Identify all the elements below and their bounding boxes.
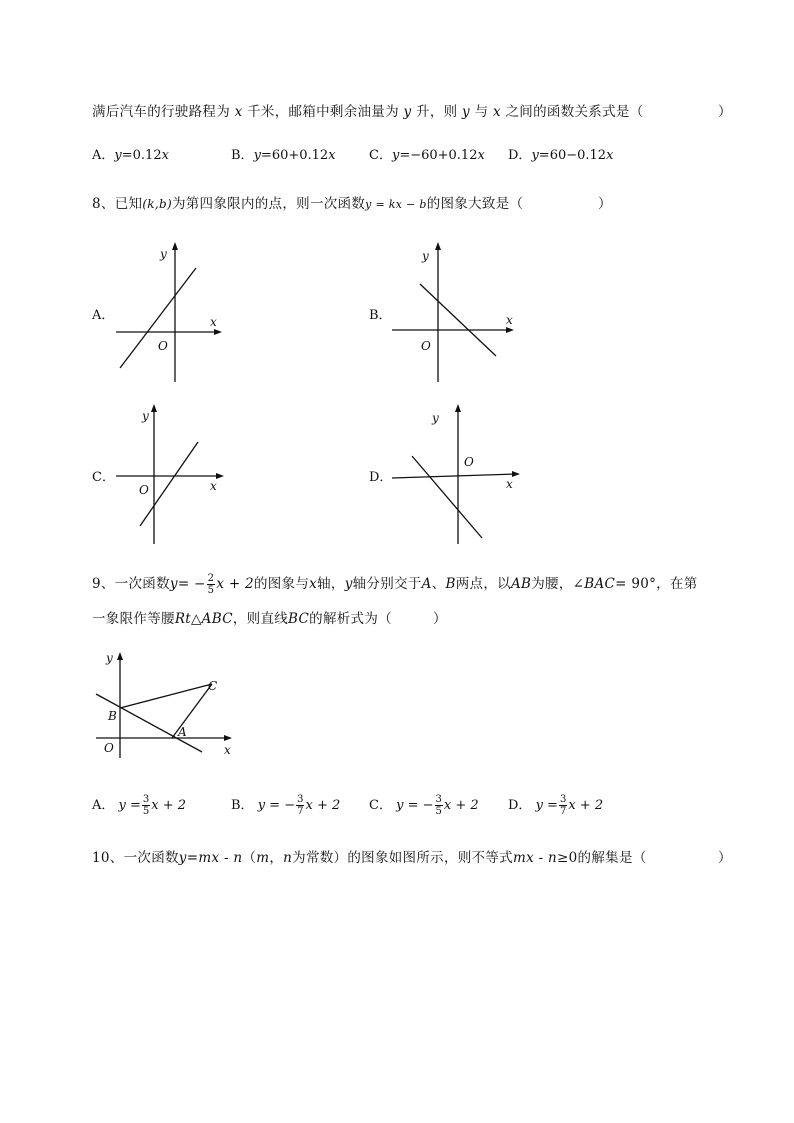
q8-text: 已知 — [114, 196, 143, 212]
fraction-numerator: 3 — [297, 794, 304, 805]
x-axis — [392, 474, 516, 478]
q10-var: n — [548, 850, 558, 866]
q9-segment: AB — [510, 576, 532, 592]
origin-label: O — [139, 483, 149, 497]
q9-number: 9、 — [92, 576, 115, 592]
q8-graph-a[interactable] — [110, 240, 230, 385]
option-expr: =0.12 — [121, 148, 162, 163]
option-fraction — [559, 794, 567, 817]
q7-text-part: 与 — [474, 104, 489, 120]
option-lhs: y = − — [396, 798, 434, 813]
q7-var-y: y — [462, 104, 470, 120]
x-axis-arrow-icon — [512, 471, 520, 477]
q10-eq: = — [186, 850, 199, 866]
origin-label: O — [104, 741, 114, 755]
option-fraction — [296, 794, 304, 817]
q10-op: - — [219, 850, 234, 866]
y-axis-label: y — [160, 247, 167, 261]
q10-number: 10、 — [92, 850, 124, 866]
y-axis-arrow-icon — [151, 404, 157, 412]
q8-graph-a-label: A． — [92, 308, 115, 323]
q10-text: 一次函数 — [123, 850, 179, 866]
option-tail: x + 2 — [305, 798, 341, 813]
option-var: y — [531, 148, 539, 163]
q7-var-x: x — [234, 104, 243, 120]
option-var: x — [477, 148, 485, 163]
x-axis-arrow-icon — [216, 473, 224, 479]
q10-var: mx — [198, 850, 220, 866]
fraction-numerator: 3 — [559, 794, 567, 805]
fraction-numerator: 2 — [207, 573, 215, 584]
y-axis-arrow-icon — [435, 242, 441, 250]
option-var: x — [606, 148, 614, 163]
y-axis-arrow-icon — [117, 652, 123, 660]
q10-text: （ — [242, 850, 257, 866]
q10-text: ， — [269, 850, 284, 866]
origin-label: O — [158, 339, 168, 353]
q7-text-line — [92, 100, 644, 120]
x-axis-arrow-icon — [214, 329, 222, 335]
q8-function: y = kx − b — [365, 198, 427, 211]
q9-text: 两点，以 — [455, 576, 511, 592]
q9-text: 、 — [431, 576, 446, 592]
q9-option-b[interactable] — [231, 794, 340, 817]
q8-graph-c-label: C． — [92, 470, 115, 485]
q9-eq: = − — [177, 576, 206, 592]
option-label: A． — [92, 148, 115, 163]
q10-text: ≥0 — [557, 850, 578, 866]
y-axis-label: y — [106, 651, 113, 665]
q9-option-a[interactable] — [92, 794, 186, 817]
q9-text: 为腰， — [531, 576, 573, 592]
option-label: C． — [369, 798, 392, 813]
q9-var: y — [344, 576, 353, 592]
x-axis-arrow-icon — [224, 735, 232, 741]
fraction-denominator: 5 — [435, 806, 442, 817]
fraction-numerator: 3 — [435, 794, 442, 805]
q8-graph-c[interactable] — [112, 402, 232, 547]
q7-text-part: 之间的函数关系式是（ — [505, 104, 644, 120]
q8-text: 为第四象限内的点，则一次函数 — [171, 196, 366, 212]
q10-op: - — [533, 850, 549, 866]
option-expr: =60−0.12 — [538, 148, 607, 163]
q9-text: ，在第 — [656, 576, 698, 592]
option-tail: x + 2 — [568, 798, 604, 813]
q8-text: 的图象大致是（ — [426, 196, 524, 212]
x-axis-label: x — [210, 315, 217, 329]
q8-number: 8、 — [92, 196, 115, 212]
fraction-denominator: 5 — [142, 806, 150, 817]
fraction-denominator: 5 — [207, 585, 215, 596]
q10-text: 的解集是（ — [577, 850, 647, 866]
segment-bc — [120, 684, 212, 708]
q9-var: x — [309, 576, 318, 592]
option-label: B． — [231, 148, 254, 163]
q7-text-part: 千米，邮箱中剩余油量为 — [247, 104, 399, 120]
q7-option-d[interactable] — [508, 144, 613, 163]
q9-angle: ∠BAC — [572, 576, 616, 592]
option-label: A． — [92, 798, 115, 813]
q10-close-paren: ） — [718, 850, 732, 866]
q10-var: n — [233, 850, 243, 866]
q9-var: y — [169, 576, 178, 592]
option-label: B． — [231, 798, 254, 813]
function-line — [120, 268, 196, 368]
q8-graph-b-label: B． — [369, 308, 392, 323]
q9-text: 一次函数 — [114, 576, 170, 592]
q9-point: B — [445, 576, 456, 592]
q9-figure[interactable] — [90, 648, 240, 760]
option-lhs: y = — [118, 798, 141, 813]
option-tail: x + 2 — [443, 798, 479, 813]
q9-segment: BC — [288, 611, 310, 627]
option-var: y — [114, 148, 122, 163]
y-axis-arrow-icon — [172, 242, 178, 250]
option-lhs: y = − — [257, 798, 296, 813]
fraction-numerator: 3 — [142, 794, 150, 805]
option-label: D． — [508, 148, 532, 163]
q9-option-c[interactable] — [369, 794, 479, 817]
option-var: y — [253, 148, 261, 163]
q7-option-a[interactable] — [92, 144, 169, 163]
point-a-label: A — [178, 725, 187, 739]
q9-text: 的解析式为（ — [309, 611, 392, 627]
x-axis-label: x — [210, 479, 217, 493]
q9-triangle: Rt△ABC — [174, 611, 233, 627]
x-axis-label: x — [506, 477, 513, 491]
q7-text-part: 满后汽车的行驶路程为 — [92, 104, 230, 120]
q9-func-tail: x + 2 — [216, 576, 254, 592]
q10-text: 为常数）的图象如图所示，则不等式 — [292, 850, 513, 866]
option-var: x — [328, 148, 336, 163]
fraction-denominator: 7 — [559, 806, 567, 817]
q8-point: (k,b) — [142, 197, 172, 211]
q10-var: mx — [512, 850, 534, 866]
q10-var: m — [256, 850, 270, 866]
option-var: y — [391, 148, 400, 163]
q7-var-y: y — [403, 104, 412, 120]
option-fraction — [435, 794, 443, 817]
origin-label: O — [464, 455, 474, 469]
x-axis-label: x — [506, 313, 513, 327]
q9-text: ，则直线 — [232, 611, 289, 627]
option-tail: x + 2 — [151, 798, 187, 813]
q9-stem-line2 — [92, 607, 392, 627]
q10-var: y — [178, 850, 187, 866]
q10-stem — [92, 846, 647, 866]
point-b-label: B — [108, 709, 117, 723]
q9-text: 一象限作等腰 — [92, 611, 175, 627]
option-expr: =−60+0.12 — [399, 148, 478, 163]
q9-text: 轴分别交于 — [352, 576, 422, 592]
q7-close-paren: ） — [718, 104, 732, 120]
q7-var-x: x — [492, 104, 501, 120]
q7-text-part: 升，则 — [416, 104, 458, 120]
fraction-denominator: 7 — [297, 806, 304, 817]
option-lhs: y = — [535, 798, 558, 813]
q8-graph-b[interactable] — [388, 240, 518, 385]
q10-var: n — [283, 850, 293, 866]
y-axis-label: y — [142, 409, 149, 423]
function-line — [420, 284, 496, 356]
q9-text: 的图象与 — [253, 576, 310, 592]
option-label: D． — [508, 798, 532, 813]
q8-graph-d-label: D． — [369, 470, 393, 485]
q9-fraction — [207, 573, 216, 596]
q7-option-b[interactable] — [231, 144, 336, 163]
q9-point: A — [421, 576, 432, 592]
q8-close-paren: ） — [598, 196, 612, 212]
point-c-label: C — [208, 679, 218, 693]
option-var: x — [161, 148, 169, 163]
q9-option-d[interactable] — [508, 794, 603, 817]
q9-text: 轴， — [317, 576, 345, 592]
x-axis-label: x — [224, 743, 231, 757]
y-axis-arrow-icon — [455, 404, 461, 412]
option-fraction — [142, 794, 150, 817]
origin-label: O — [421, 339, 431, 353]
y-axis-label: y — [422, 249, 429, 263]
q8-stem — [92, 192, 523, 212]
option-label: C． — [369, 148, 392, 163]
q9-stem-line1 — [92, 572, 698, 596]
option-expr: =60+0.12 — [260, 148, 329, 163]
q8-graph-d[interactable] — [390, 402, 525, 547]
q9-text: = 90° — [615, 576, 657, 592]
y-axis-label: y — [432, 411, 439, 425]
q7-option-c[interactable] — [369, 144, 485, 163]
x-axis-arrow-icon — [506, 327, 514, 333]
q9-close-paren: ） — [433, 611, 447, 627]
